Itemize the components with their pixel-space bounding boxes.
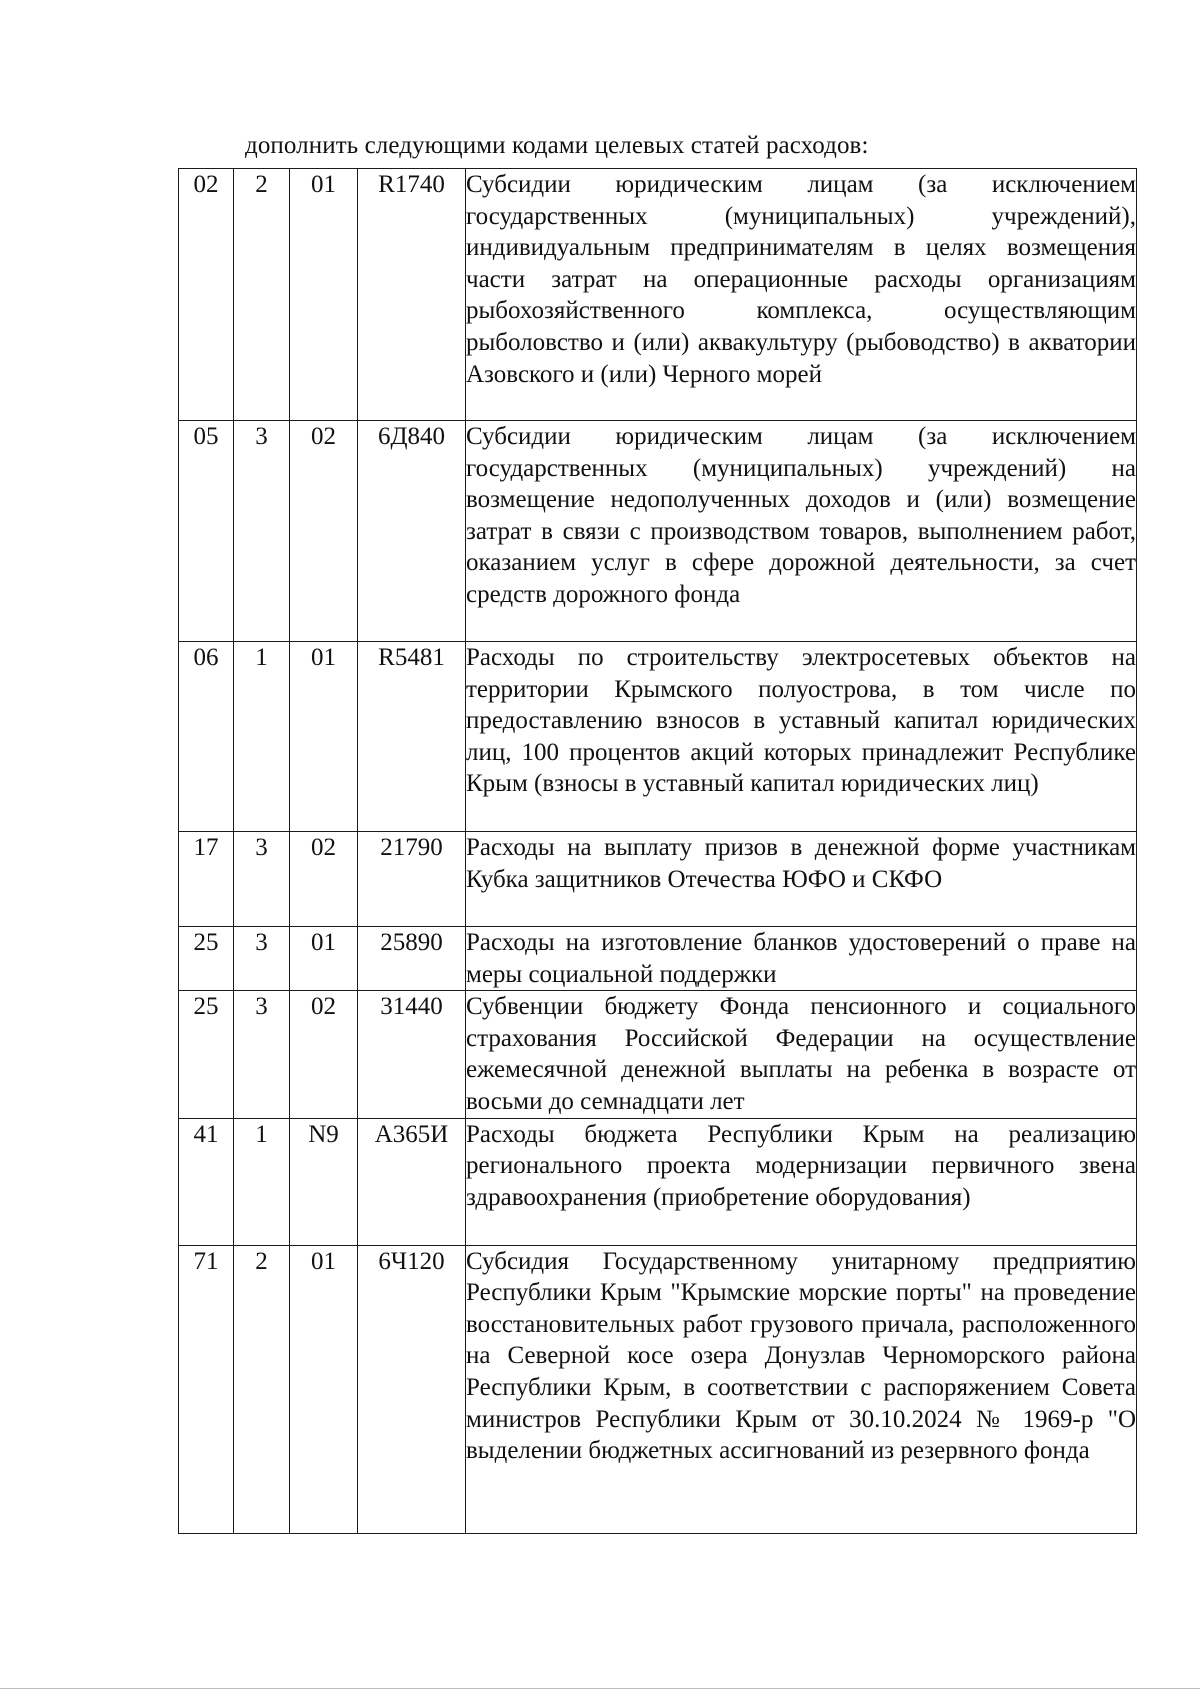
code-event: 01 — [290, 642, 358, 832]
table-row — [179, 1245, 1137, 1533]
code-event: 01 — [290, 169, 358, 421]
target-expense-codes-table — [178, 168, 1137, 1534]
code-event: 01 — [290, 927, 358, 991]
table-row — [179, 927, 1137, 991]
code-subprogram: 2 — [234, 1245, 290, 1533]
table-row — [179, 832, 1137, 927]
code-subprogram: 3 — [234, 991, 290, 1118]
code-event: N9 — [290, 1118, 358, 1245]
code-program: 71 — [179, 1245, 234, 1533]
code-event: 02 — [290, 832, 358, 927]
code-description: Субвенции бюджету Фонда пенсионного и социального страхования Российской Федерации на осуществление ежемесячной денежной выплаты на ребенка в возрасте от восьми до семнадцати лет — [466, 991, 1137, 1118]
table-row — [179, 1118, 1137, 1245]
code-direction: 25890 — [358, 927, 466, 991]
code-direction: 31440 — [358, 991, 466, 1118]
code-subprogram: 3 — [234, 421, 290, 642]
code-direction: 21790 — [358, 832, 466, 927]
code-description: Субсидия Государственному унитарному предприятию Республики Крым "Крымские морские порты" на проведение восстановительных работ грузового причала, расположенного на Северной косе озера Донузлав Черноморского района Республики Крым, в соответствии с распоряжением Совета министров Республики Крым от 30.10.2024 № 1969-р "О выделении бюджетных ассигнований из резервного фонда — [466, 1245, 1137, 1533]
code-subprogram: 3 — [234, 832, 290, 927]
code-program: 05 — [179, 421, 234, 642]
table-row — [179, 991, 1137, 1118]
code-program: 17 — [179, 832, 234, 927]
code-program: 02 — [179, 169, 234, 421]
code-description: Расходы на изготовление бланков удостоверений о праве на меры социальной поддержки — [466, 927, 1137, 991]
code-description: Расходы по строительству электросетевых объектов на территории Крымского полуострова, в том числе по предоставлению взносов в уставный капитал юридических лиц, 100 процентов акций которых принадлежит Республике Крым (взносы в уставный капитал юридических лиц) — [466, 642, 1137, 832]
intro-text: дополнить следующими кодами целевых статей расходов: — [245, 132, 869, 159]
code-description: Субсидии юридическим лицам (за исключением государственных (муниципальных) учреждений), индивидуальным предпринимателям в целях возмещения части затрат на операционные расходы организациям рыбохозяйственного комплекса, осуществляющим рыболовство и (или) аквакультуру (рыбоводство) в акватории Азовского и (или) Черного морей — [466, 169, 1137, 421]
code-program: 25 — [179, 927, 234, 991]
code-event: 02 — [290, 421, 358, 642]
code-subprogram: 1 — [234, 642, 290, 832]
code-program: 41 — [179, 1118, 234, 1245]
code-direction: 6Д840 — [358, 421, 466, 642]
code-program: 06 — [179, 642, 234, 832]
table-row — [179, 642, 1137, 832]
code-program: 25 — [179, 991, 234, 1118]
table-row — [179, 421, 1137, 642]
code-event: 02 — [290, 991, 358, 1118]
table-row — [179, 169, 1137, 421]
code-subprogram: 1 — [234, 1118, 290, 1245]
code-direction: R5481 — [358, 642, 466, 832]
code-direction: R1740 — [358, 169, 466, 421]
code-event: 01 — [290, 1245, 358, 1533]
code-subprogram: 2 — [234, 169, 290, 421]
code-direction: А365И — [358, 1118, 466, 1245]
code-description: Расходы на выплату призов в денежной форме участникам Кубка защитников Отечества ЮФО и СКФО — [466, 832, 1137, 927]
code-subprogram: 3 — [234, 927, 290, 991]
page-bottom-rule — [0, 1688, 1200, 1689]
code-direction: 6Ч120 — [358, 1245, 466, 1533]
code-description: Субсидии юридическим лицам (за исключением государственных (муниципальных) учреждений) на возмещение недополученных доходов и (или) возмещение затрат в связи с производством товаров, выполнением работ, оказанием услуг в сфере дорожной деятельности, за счет средств дорожного фонда — [466, 421, 1137, 642]
code-description: Расходы бюджета Республики Крым на реализацию регионального проекта модернизации первичного звена здравоохранения (приобретение оборудования) — [466, 1118, 1137, 1245]
